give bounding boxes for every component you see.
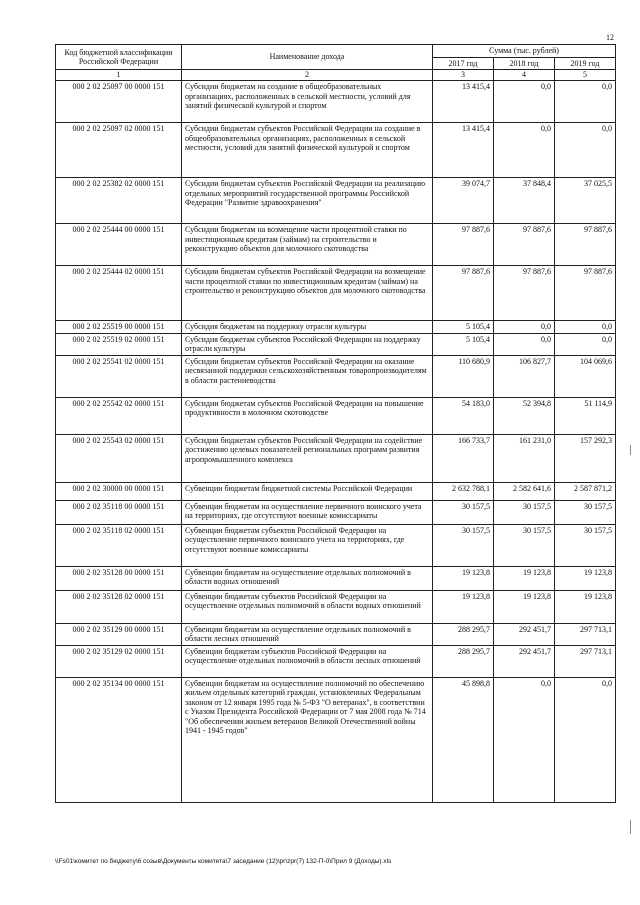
row-code: 000 2 02 25097 00 0000 151 [56,81,182,123]
page-number: 12 [606,33,614,42]
row-value-2019: 0,0 [555,123,616,178]
table-row [56,645,616,677]
row-value-2017: 13 415,4 [433,123,494,178]
row-code: 000 2 02 35118 02 0000 151 [56,524,182,566]
table-row [56,677,616,802]
row-value-2018: 0,0 [494,81,555,123]
row-value-2017: 288 295,7 [433,623,494,645]
row-value-2017: 39 074,7 [433,178,494,224]
row-code: 000 2 02 25543 02 0000 151 [56,434,182,482]
row-code: 000 2 02 25541 02 0000 151 [56,355,182,397]
row-code: 000 2 02 35134 00 0000 151 [56,677,182,802]
column-index: 4 [494,70,555,81]
row-code: 000 2 02 35128 02 0000 151 [56,590,182,623]
row-name: Субсидии бюджетам субъектов Российской Федерации на создание в общеобразовательных организациях, расположенных в сельской местности, условий для занятий физической культурой и спортом [182,123,433,178]
row-value-2017: 45 898,8 [433,677,494,802]
row-code: 000 2 02 25519 02 0000 151 [56,333,182,355]
row-name: Субсидия бюджетам на поддержку отрасли культуры [182,321,433,334]
row-code: 000 2 02 25444 02 0000 151 [56,266,182,321]
column-index: 5 [555,70,616,81]
row-value-2017: 19 123,8 [433,566,494,590]
row-value-2019: 19 123,8 [555,566,616,590]
row-value-2019: 30 157,5 [555,500,616,524]
row-value-2019: 297 713,1 [555,623,616,645]
table-row [56,566,616,590]
row-value-2019: 297 713,1 [555,645,616,677]
row-name: Субсидии бюджетам субъектов Российской Федерации на оказание несвязанной поддержки сельскохозяйственным товаропроизводителям в области растениеводства [182,355,433,397]
table-row [56,355,616,397]
table-row [56,321,616,334]
row-value-2019: 0,0 [555,677,616,802]
row-value-2018: 0,0 [494,677,555,802]
table-row [56,623,616,645]
row-code: 000 2 02 25382 02 0000 151 [56,178,182,224]
row-code: 000 2 02 30000 00 0000 151 [56,482,182,500]
row-value-2018: 97 887,6 [494,266,555,321]
table-row [56,224,616,266]
row-value-2018: 97 887,6 [494,224,555,266]
row-name: Субвенции бюджетам на осуществление первичного воинского учета на территориях, где отсутствуют военные комиссариаты [182,500,433,524]
table-row [56,81,616,123]
row-value-2017: 30 157,5 [433,500,494,524]
row-value-2019: 0,0 [555,81,616,123]
column-index: 3 [433,70,494,81]
margin-mark [630,445,631,455]
row-name: Субвенции бюджетам на осуществление отдельных полномочий в области водных отношений [182,566,433,590]
budget-income-table [55,44,616,803]
row-value-2019: 157 292,3 [555,434,616,482]
row-value-2018: 19 123,8 [494,566,555,590]
header-year-2019: 2019 год [555,57,616,70]
row-value-2019: 19 123,8 [555,590,616,623]
row-value-2019: 37 025,5 [555,178,616,224]
row-value-2018: 161 231,0 [494,434,555,482]
row-name: Субсидии бюджетам субъектов Российской Федерации на повышение продуктивности в молочном скотоводстве [182,397,433,434]
row-value-2019: 0,0 [555,333,616,355]
file-path-footer: \\Fs01\комитет по бюджету\6 созыв\Документы комитета\7 заседание (12)\pr\zpr(7) 132-П-0\Прил 9 (Доходы).xls [55,858,392,865]
row-code: 000 2 02 25097 02 0000 151 [56,123,182,178]
row-value-2017: 2 632 788,1 [433,482,494,500]
row-name: Субвенции бюджетам субъектов Российской Федерации на осуществление отдельных полномочий в области водных отношений [182,590,433,623]
row-value-2017: 19 123,8 [433,590,494,623]
table-row [56,482,616,500]
row-name: Субвенции бюджетам бюджетной системы Российской Федерации [182,482,433,500]
row-value-2017: 97 887,6 [433,266,494,321]
header-code: Код бюджетной классификации Российской Федерации [56,45,182,70]
row-value-2018: 30 157,5 [494,524,555,566]
row-value-2019: 2 587 871,2 [555,482,616,500]
row-code: 000 2 02 35128 00 0000 151 [56,566,182,590]
row-value-2019: 97 887,6 [555,266,616,321]
column-index: 1 [56,70,182,81]
row-name: Субвенции бюджетам субъектов Российской Федерации на осуществление отдельных полномочий в области лесных отношений [182,645,433,677]
row-name: Субсидии бюджетам на возмещение части процентной ставки по инвестиционным кредитам (займам) на строительство и реконструкцию объектов для молочного скотоводства [182,224,433,266]
row-value-2017: 30 157,5 [433,524,494,566]
table-row [56,500,616,524]
row-value-2018: 0,0 [494,333,555,355]
row-value-2017: 97 887,6 [433,224,494,266]
row-value-2018: 19 123,8 [494,590,555,623]
row-value-2019: 104 069,6 [555,355,616,397]
header-sum: Сумма (тыс. рублей) [433,45,616,58]
row-value-2018: 106 827,7 [494,355,555,397]
header-year-2018: 2018 год [494,57,555,70]
row-code: 000 2 02 25444 00 0000 151 [56,224,182,266]
table-row [56,434,616,482]
column-index: 2 [182,70,433,81]
table-row [56,123,616,178]
row-value-2017: 5 105,4 [433,333,494,355]
row-value-2018: 0,0 [494,123,555,178]
table-body [56,81,616,803]
row-name: Субсидии бюджетам на создание в общеобразовательных организациях, расположенных в сельской местности, условий для занятий физической культурой и спортом [182,81,433,123]
row-value-2018: 292 451,7 [494,623,555,645]
table-row [56,397,616,434]
header-name: Наименование дохода [182,45,433,70]
row-value-2019: 0,0 [555,321,616,334]
header-year-2017: 2017 год [433,57,494,70]
table-row [56,590,616,623]
row-value-2018: 37 848,4 [494,178,555,224]
row-name: Субсидии бюджетам субъектов Российской Федерации на содействие достижению целевых показателей региональных программ развития агропромышленного комплекса [182,434,433,482]
row-name: Субсидии бюджетам субъектов Российской Федерации на реализацию отдельных мероприятий государственной программы Российской Федерации "Развитие здравоохранения" [182,178,433,224]
row-value-2019: 30 157,5 [555,524,616,566]
column-index-row [56,70,616,81]
row-value-2017: 110 680,9 [433,355,494,397]
row-name: Субвенции бюджетам субъектов Российской Федерации на осуществление первичного воинского учета на территориях, где отсутствуют военные комиссариаты [182,524,433,566]
row-code: 000 2 02 25542 02 0000 151 [56,397,182,434]
row-value-2017: 288 295,7 [433,645,494,677]
row-value-2018: 52 394,8 [494,397,555,434]
row-value-2018: 292 451,7 [494,645,555,677]
table-row [56,266,616,321]
row-code: 000 2 02 25519 00 0000 151 [56,321,182,334]
row-name: Субсидия бюджетам субъектов Российской Федерации на поддержку отрасли культуры [182,333,433,355]
row-value-2018: 2 582 641,6 [494,482,555,500]
row-code: 000 2 02 35129 02 0000 151 [56,645,182,677]
row-value-2017: 54 183,0 [433,397,494,434]
table-row [56,524,616,566]
table-row [56,333,616,355]
row-code: 000 2 02 35129 00 0000 151 [56,623,182,645]
margin-mark [630,820,631,834]
row-value-2017: 166 733,7 [433,434,494,482]
row-name: Субвенции бюджетам на осуществление отдельных полномочий в области лесных отношений [182,623,433,645]
row-name: Субвенции бюджетам на осуществление полномочий по обеспечению жильем отдельных категорий граждан, установленных Федеральным законом от 12 января 1995 года № 5-ФЗ "О ветеранах", в соответствии с Указом Президента Российской Федерации от 7 мая 2008 года № 714 "Об обеспечении жильем ветеранов Великой Отечественной войны 1941 - 1945 годов" [182,677,433,802]
row-value-2018: 30 157,5 [494,500,555,524]
row-value-2019: 51 114,9 [555,397,616,434]
row-value-2018: 0,0 [494,321,555,334]
row-code: 000 2 02 35118 00 0000 151 [56,500,182,524]
row-name: Субсидии бюджетам субъектов Российской Федерации на возмещение части процентной ставки по инвестиционным кредитам (займам) на строительство и реконструкцию объектов для молочного скотоводства [182,266,433,321]
row-value-2017: 5 105,4 [433,321,494,334]
table-row [56,178,616,224]
row-value-2017: 13 415,4 [433,81,494,123]
row-value-2019: 97 887,6 [555,224,616,266]
